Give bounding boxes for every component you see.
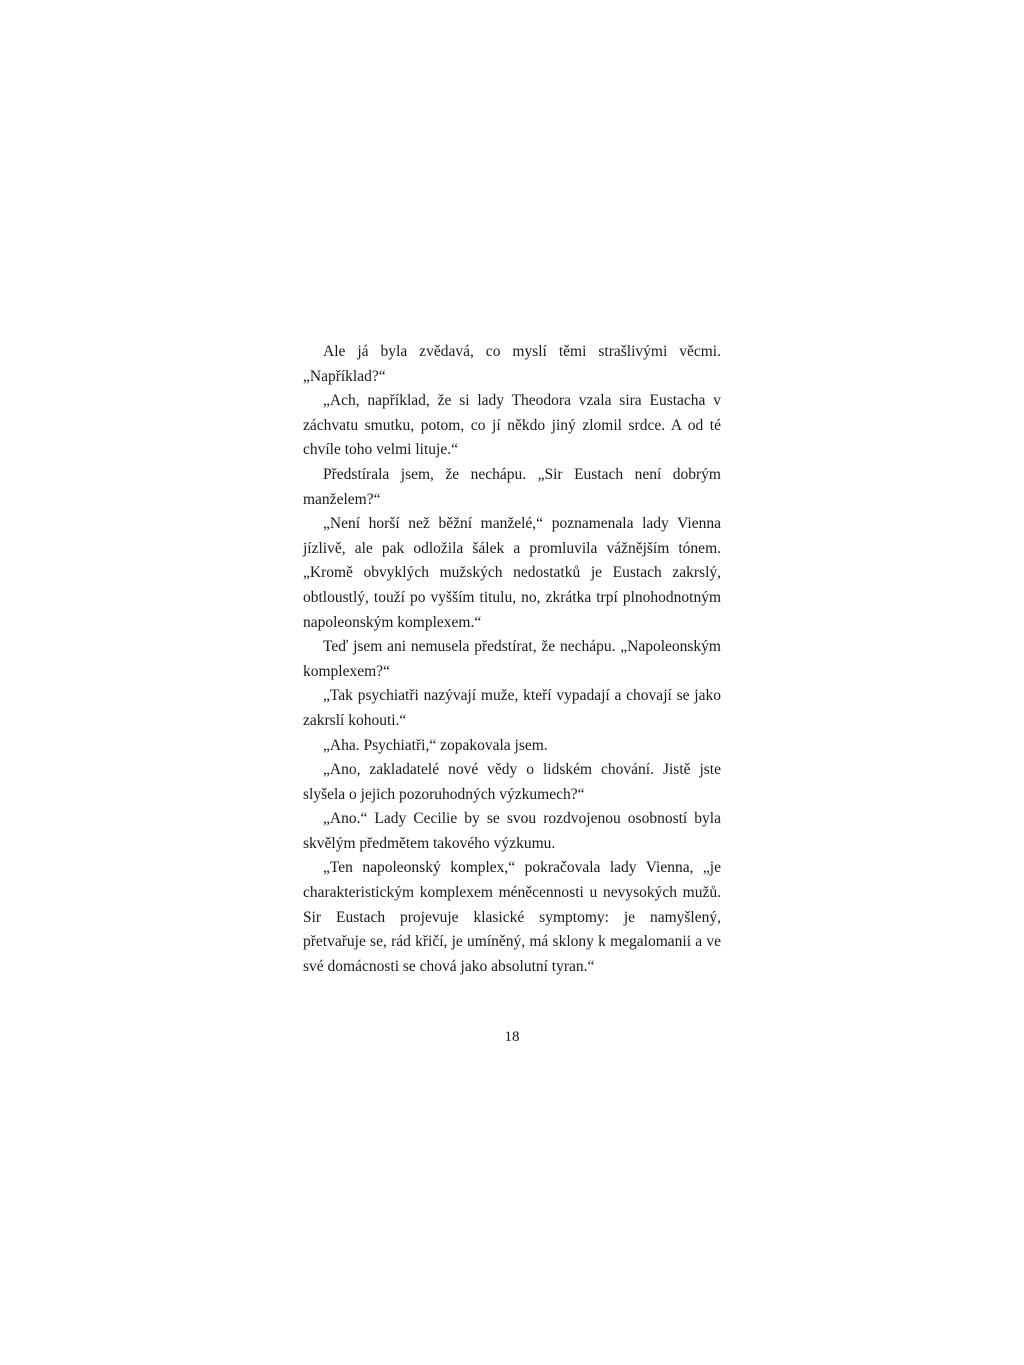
paragraph-10: „Ten napoleonský komplex,“ pokračovala lady Vienna, „je charakteristickým komplexem méněcennosti u nevysokých mužů. Sir Eustach projevuje klasické symptomy: je namyšlený, přetvařuje se, rád křičí, je umíněný, má sklony k megalomanii a ve své domácnosti se chová jako absolutní tyran.“ — [303, 859, 721, 975]
paragraph-7: „Aha. Psychiatři,“ zopakovala jsem. — [323, 736, 548, 754]
page-number: 18 — [504, 1029, 520, 1045]
paragraph-4: „Není horší než běžní manželé,“ poznamenala lady Vienna jízlivě, ale pak odložila šálek a promluvila vážnějším tónem. „Kromě obvyklých mužských nedostatků je Eustach zakrslý, obtloustlý, touží po vyšším titulu, no, zkrátka trpí plnohodnotným napoleonským komplexem.“ — [303, 515, 721, 631]
paragraph-3: Předstírala jsem, že nechápu. „Sir Eustach není dobrým manželem?“ — [303, 465, 721, 508]
paragraph-8: „Ano, zakladatelé nové vědy o lidském chování. Jistě jste slyšela o jejich pozoruhodných výzkumech?“ — [303, 761, 721, 803]
paragraph-1: Ale já byla zvědavá, co myslí těmi strašlivými věcmi. „Například?“ — [303, 343, 721, 385]
paragraph-6: „Tak psychiatři nazývají muže, kteří vypadají a chovají se jako zakrslí kohouti.“ — [303, 687, 721, 729]
paragraph-2: „Ach, například, že si lady Theodora vzala sira Eustacha v záchvatu smutku, potom, co jí někdo jiný zlomil srdce. A od té chvíle toho velmi lituje.“ — [303, 392, 721, 459]
paragraph-9: „Ano.“ Lady Cecilie by se svou rozdvojenou osobností byla skvělým předmětem takového výzkumu. — [303, 810, 721, 852]
paragraph-5: Teď jsem ani nemusela předstírat, že nechápu. „Napoleonským komplexem?“ — [303, 638, 721, 680]
body-text — [303, 340, 721, 979]
